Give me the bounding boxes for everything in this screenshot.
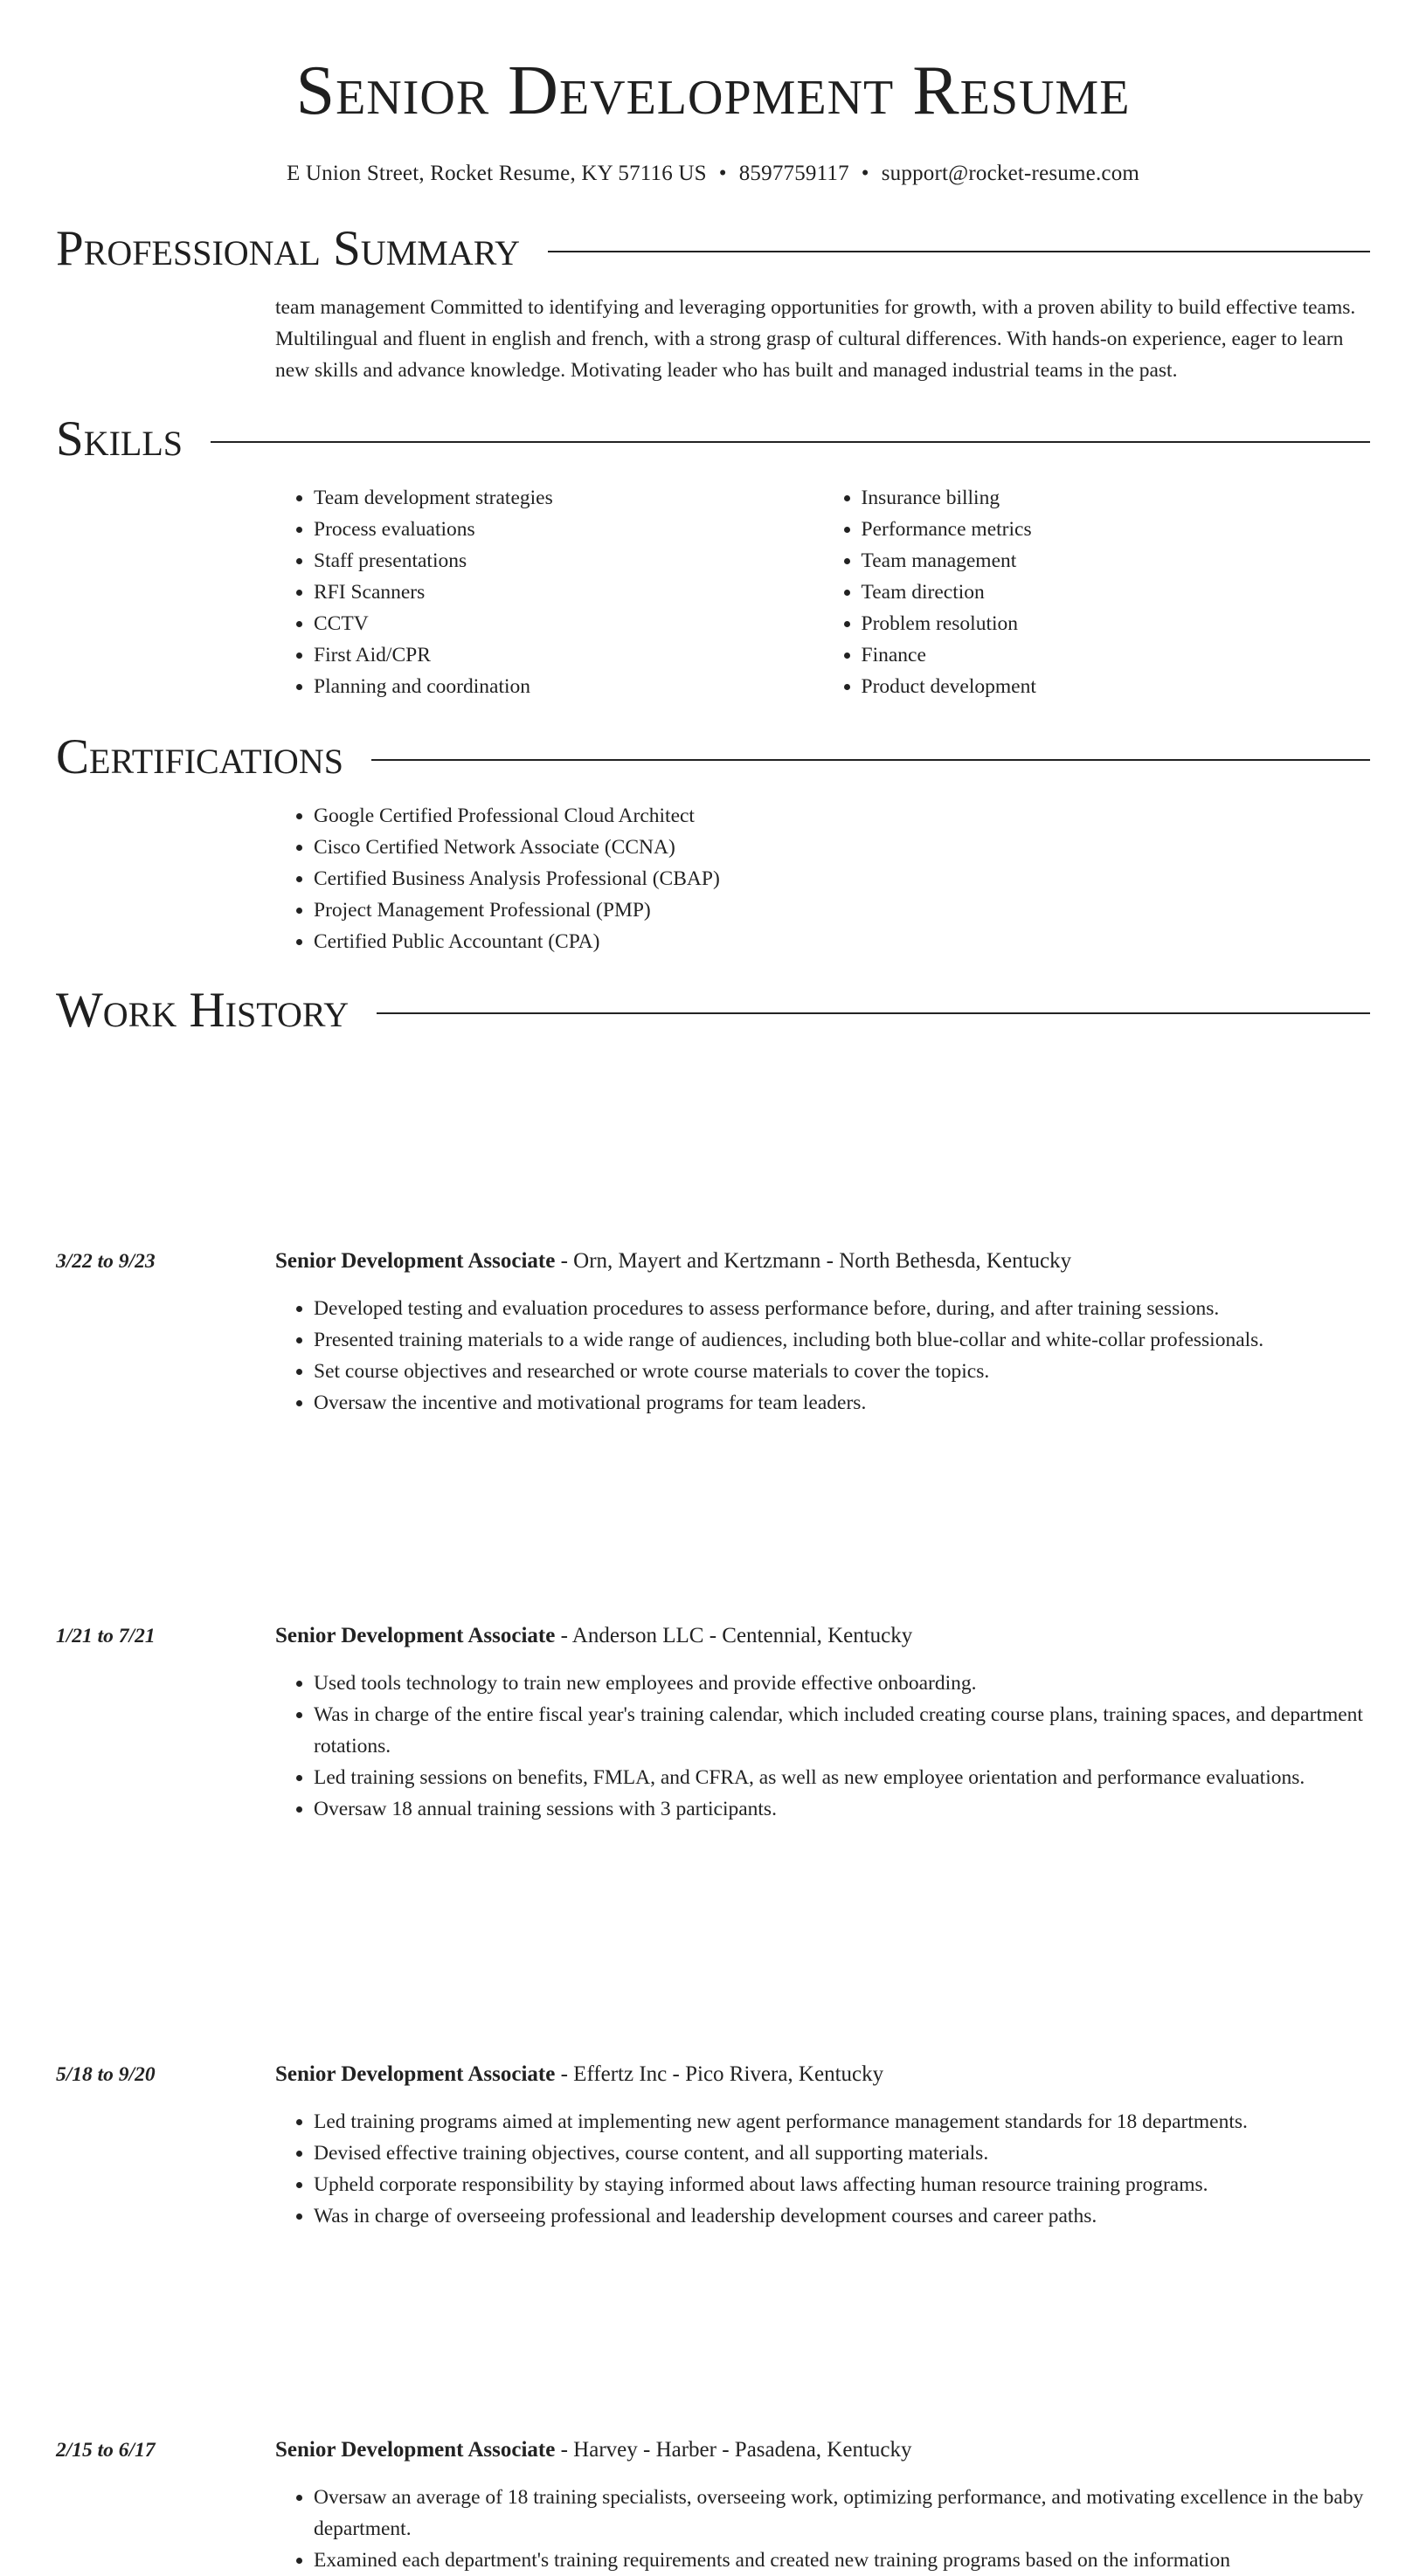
job-bullets	[275, 1293, 1370, 1419]
summary-section	[56, 218, 1370, 386]
job-dates: 2/15 to 6/17	[56, 2439, 156, 2462]
skills-list-right	[823, 482, 1371, 702]
job-heading	[275, 1620, 1370, 1652]
job-bullet: • Was in charge of overseeing professional and leadership development courses and career paths.	[314, 2200, 1370, 2232]
summary-text: team management Committed to identifying and leveraging opportunities for growth, with a proven ability to build effective teams. Multilingual and fluent in english and french, with a strong grasp of cultural differences. With hands-on experience, eager to learn new skills and advance knowledge. Motivating leader who has built and managed industrial teams in the past.	[275, 296, 1356, 382]
job-entry	[56, 1246, 1370, 1419]
skill-item: • Team management	[862, 545, 1371, 577]
job-bullet: • Devised effective training objectives, course content, and all supporting materials.	[314, 2137, 1370, 2169]
job-bullet: • Examined each department's training requirements and created new training programs based on the information	[314, 2545, 1370, 2576]
job-heading	[275, 2059, 1370, 2090]
skills-header	[56, 409, 1370, 470]
skill-item: • Finance	[862, 639, 1371, 671]
job-heading	[275, 2434, 1370, 2466]
job-employer: - Effertz Inc - Pico Rivera, Kentucky	[555, 2062, 884, 2086]
section-divider	[548, 251, 1370, 252]
skill-item: • Team development strategies	[314, 482, 823, 514]
section-divider	[371, 759, 1370, 761]
skill-item: • Product development	[862, 671, 1371, 702]
skills-heading: Skills	[56, 411, 183, 466]
skill-item: • Team direction	[862, 577, 1371, 608]
job-bullet: • Developed testing and evaluation procedures to assess performance before, during, and after training sessions.	[314, 1293, 1370, 1324]
certification-item: • Cisco Certified Network Associate (CCNA)	[314, 832, 1370, 863]
skill-item: • RFI Scanners	[314, 577, 823, 608]
work-history-section	[56, 980, 1370, 1041]
job-entry	[56, 2434, 1370, 2576]
job-details	[275, 2482, 1370, 2576]
job-role: Senior Development Associate	[275, 1249, 556, 1273]
job-bullet: • Led training programs aimed at implementing new agent performance management standards for 18 departments.	[314, 2106, 1370, 2137]
section-divider	[211, 441, 1370, 443]
job-details	[275, 1293, 1370, 1419]
job-bullet: • Upheld corporate responsibility by staying informed about laws affecting human resource training programs.	[314, 2169, 1370, 2200]
job-dates: 1/21 to 7/21	[56, 1625, 156, 1647]
certification-item: • Certified Business Analysis Professional (CBAP)	[314, 863, 1370, 894]
job-bullet: • Presented training materials to a wide range of audiences, including both blue-collar and white-collar professionals.	[314, 1324, 1370, 1356]
contact-separator: •	[861, 162, 869, 185]
work-history-header	[56, 980, 1370, 1041]
skill-item: • Performance metrics	[862, 514, 1371, 545]
certification-item: • Project Management Professional (PMP)	[314, 894, 1370, 926]
job-bullets	[275, 2482, 1370, 2576]
section-divider	[377, 1012, 1370, 1014]
certification-item: • Certified Public Accountant (CPA)	[314, 926, 1370, 957]
job-entry	[56, 2059, 1370, 2232]
skills-list-left	[275, 482, 823, 702]
skill-item: • Insurance billing	[862, 482, 1371, 514]
certifications-list	[275, 800, 1370, 957]
job-bullet: • Led training sessions on benefits, FMLA, and CFRA, as well as new employee orientation and performance evaluations.	[314, 1762, 1370, 1793]
certifications-section	[56, 727, 1370, 957]
contact-address: E Union Street, Rocket Resume, KY 57116 US	[286, 162, 707, 185]
contact-email: support@rocket-resume.com	[881, 162, 1140, 185]
skills-section	[56, 409, 1370, 702]
job-details	[275, 1668, 1370, 1825]
job-bullet: • Oversaw the incentive and motivational programs for team leaders.	[314, 1387, 1370, 1419]
certifications-body	[275, 800, 1370, 957]
skill-item: • Staff presentations	[314, 545, 823, 577]
job-bullets	[275, 1668, 1370, 1825]
certifications-heading: Certifications	[56, 729, 343, 784]
job-bullet: • Set course objectives and researched or wrote course materials to cover the topics.	[314, 1356, 1370, 1387]
job-entry	[56, 1620, 1370, 1825]
job-employer: - Anderson LLC - Centennial, Kentucky	[555, 1624, 913, 1647]
summary-heading: Professional Summary	[56, 221, 521, 276]
skill-item: • CCTV	[314, 608, 823, 639]
job-details	[275, 2106, 1370, 2232]
job-role: Senior Development Associate	[275, 2438, 556, 2462]
job-bullet: • Oversaw 18 annual training sessions with 3 participants.	[314, 1793, 1370, 1825]
job-employer: - Harvey - Harber - Pasadena, Kentucky	[555, 2438, 912, 2462]
resume-title: Senior Development Resume	[295, 52, 1131, 129]
contact-phone: 8597759117	[738, 162, 849, 185]
certification-item: • Google Certified Professional Cloud Architect	[314, 800, 1370, 832]
work-history-heading: Work History	[56, 983, 350, 1038]
job-bullets	[275, 2106, 1370, 2232]
job-dates: 3/22 to 9/23	[56, 1250, 156, 1273]
job-bullet: • Oversaw an average of 18 training specialists, overseeing work, optimizing performance, and motivating excellence in the baby department.	[314, 2482, 1370, 2545]
job-heading	[275, 1246, 1370, 1277]
job-role: Senior Development Associate	[275, 2062, 556, 2086]
job-role: Senior Development Associate	[275, 1624, 556, 1647]
job-bullet: • Used tools technology to train new employees and provide effective onboarding.	[314, 1668, 1370, 1699]
contact-separator: •	[718, 162, 727, 185]
job-bullet: • Was in charge of the entire fiscal year's training calendar, which included creating course plans, training spaces, and department rotations.	[314, 1699, 1370, 1762]
certifications-header	[56, 727, 1370, 788]
skill-item: • Process evaluations	[314, 514, 823, 545]
skills-columns	[275, 482, 1370, 702]
skill-item: • Planning and coordination	[314, 671, 823, 702]
contact-line	[0, 159, 1426, 189]
job-dates: 5/18 to 9/20	[56, 2063, 156, 2086]
skill-item: • Problem resolution	[862, 608, 1371, 639]
summary-header	[56, 218, 1370, 280]
skill-item: • First Aid/CPR	[314, 639, 823, 671]
job-employer: - Orn, Mayert and Kertzmann - North Bethesda, Kentucky	[555, 1249, 1072, 1273]
